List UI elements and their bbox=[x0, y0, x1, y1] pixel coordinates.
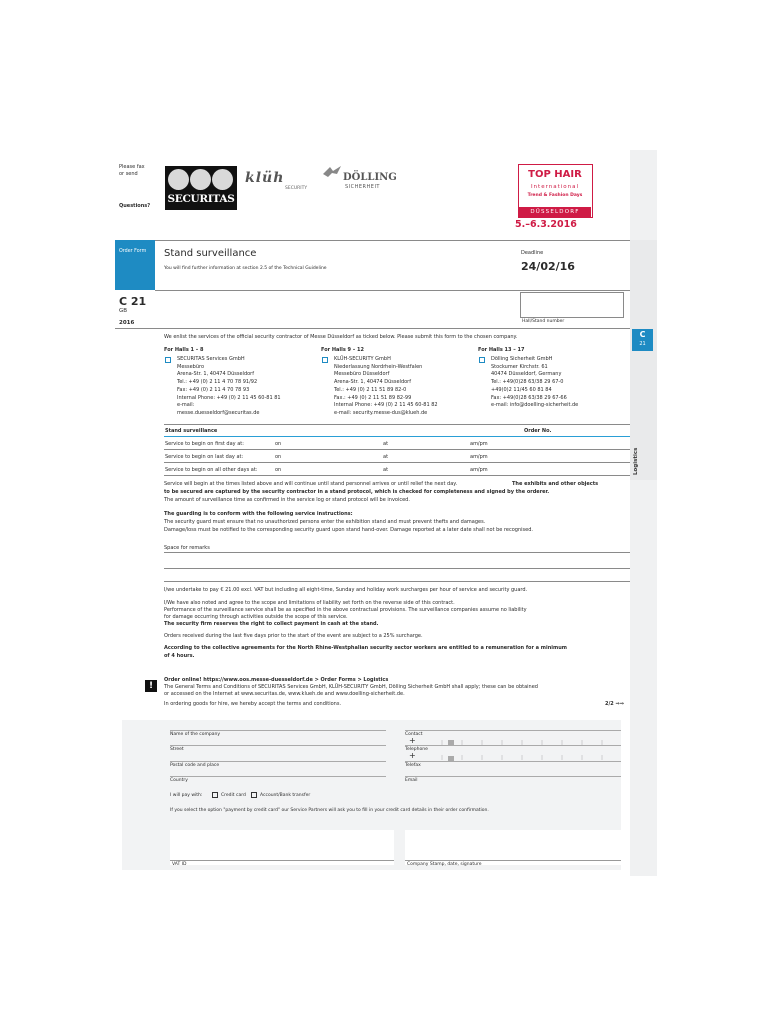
row-2-at: at bbox=[383, 454, 389, 460]
p2-text-b: Damage/loss must be notified to the corresponding security guard upon stand hand-over. Damage reported at a later date shall not be recognised. bbox=[164, 527, 533, 533]
alert-icon: ! bbox=[145, 680, 157, 692]
country-label: Country bbox=[170, 778, 188, 783]
p1-text-a: Service will begin at the times listed above and will continue until stand personnel arrives or until relief the next day. bbox=[164, 481, 458, 487]
telefax-plus-icon: + bbox=[409, 751, 416, 760]
contact-section bbox=[122, 720, 621, 870]
terms-text-b: or accessed on the Internet at www.securitas.de, www.klueh.de and www.doelling-sicherheit.de. bbox=[164, 691, 405, 697]
p4-text-d: The security firm reserves the right to collect payment in cash at the stand. bbox=[164, 621, 379, 627]
securitas-logo bbox=[165, 166, 237, 210]
contractor-3-line: +49(0)2 11/45 60 81 84 bbox=[491, 386, 552, 393]
securitas-logo-text: SECURITAS bbox=[167, 193, 235, 205]
doelling-logo: DÖLLING bbox=[343, 172, 397, 183]
contractor-1-line: Internal Phone: +49 (0) 2 11 45 60-81 81 bbox=[177, 394, 281, 401]
contractor-1-line: Fax: +49 (0) 2 11 4 70 78 93 bbox=[177, 386, 250, 393]
telefax-label: Telefax bbox=[405, 763, 421, 768]
row-1-ampm: am/pm bbox=[470, 441, 488, 447]
year-rule bbox=[115, 328, 630, 329]
p4-text-c: for damage occurring through activities outside the scope of this service. bbox=[164, 614, 348, 620]
phone-digit-grid bbox=[432, 738, 622, 762]
title-rule bbox=[155, 290, 630, 291]
form-code: C 21 bbox=[119, 295, 147, 308]
p4-text-a: I/We have also noted and agree to the scope and limitations of liability set forth on the reverse side of this contract. bbox=[164, 600, 455, 606]
row-3-at: at bbox=[383, 467, 389, 473]
table-header-left: Stand surveillance bbox=[165, 428, 218, 434]
row-3-rule bbox=[164, 475, 630, 476]
contractor-1-halls: For Halls 1 – 8 bbox=[164, 347, 204, 353]
contractor-2-line: Internal Phone: +49 (0) 2 11 45 60-81 82 bbox=[334, 402, 438, 409]
form-year: 2016 bbox=[119, 320, 135, 326]
remarks-label: Space for remarks bbox=[164, 545, 210, 551]
contractor-1-line: Messebüro bbox=[177, 363, 205, 370]
tophair-logo bbox=[518, 164, 593, 218]
contractor-3-halls: For Halls 13 – 17 bbox=[478, 347, 525, 353]
contractor-2-checkbox[interactable] bbox=[322, 357, 328, 363]
country-field[interactable] bbox=[170, 776, 386, 777]
table-header-rule bbox=[164, 436, 630, 437]
doelling-eagle-icon bbox=[321, 164, 343, 180]
telephone-label: Telephone bbox=[405, 747, 428, 752]
side-code-number: 21 bbox=[639, 341, 646, 347]
page-number: 2/2 ⇒⇒ bbox=[605, 701, 624, 707]
deadline-value: 24/02/16 bbox=[521, 260, 575, 273]
tophair-international: International bbox=[530, 184, 580, 190]
contractor-1-line: Arena-Str. 1, 40474 Düsseldorf bbox=[177, 371, 254, 378]
row-2-label: Service to begin on last day at: bbox=[165, 454, 244, 460]
remarks-line-1[interactable] bbox=[164, 552, 630, 553]
side-rail bbox=[630, 150, 657, 876]
contractor-3-line: Stockumer Kirchstr. 61 bbox=[491, 363, 548, 370]
hall-stand-input[interactable] bbox=[520, 292, 624, 318]
row-2-ampm: am/pm bbox=[470, 454, 488, 460]
online-order-text[interactable]: Order online! https://www.oos.messe-duesseldorf.de > Order Forms > Logistics bbox=[164, 677, 389, 683]
side-tab-logistics: Logistics bbox=[633, 447, 639, 475]
contractor-1-line: Tel.: +49 (0) 2 11 4 70 78 91/92 bbox=[177, 379, 258, 386]
contractor-3-line: Fax: +49(0)28 63/38 29 67-66 bbox=[491, 394, 567, 401]
row-2-rule bbox=[164, 462, 630, 463]
p3-text: I/we undertake to pay € 21.00 excl. VAT but including all eight-time, Sunday and holiday work surcharges per hour of service and security guard. bbox=[164, 587, 528, 593]
postal-label: Postal code and place bbox=[170, 763, 220, 768]
telephone-plus-icon: + bbox=[409, 736, 416, 745]
company-field[interactable] bbox=[170, 730, 386, 731]
doelling-logo-sub: SICHERHEIT bbox=[345, 184, 380, 190]
terms-text-a: The General Terms and Conditions of SECURITAS Services GmbH, KLÜH-SECURITY GmbH, Dölling Sicherheit GmbH shall apply; these can be obtained bbox=[164, 684, 538, 690]
tophair-city: DÜSSELDORF bbox=[519, 207, 591, 217]
please-fax-text: Please fax bbox=[119, 164, 145, 170]
header-rule bbox=[155, 240, 630, 241]
contractor-2-line: KLÜH-SECURITY GmbH bbox=[334, 356, 391, 362]
account-checkbox[interactable] bbox=[251, 792, 257, 798]
p4-text-b: Performance of the surveillance service shall be as specified in the above contractual provisions. The surveillance companies assume no liability bbox=[164, 607, 527, 613]
email-field[interactable] bbox=[405, 776, 621, 777]
contractor-1-address bbox=[177, 356, 281, 418]
p1-text-b: The exhibits and other objects bbox=[512, 481, 599, 487]
credit-card-checkbox[interactable] bbox=[212, 792, 218, 798]
hall-stand-label: Hall/Stand number bbox=[522, 319, 565, 324]
company-label: Name of the company bbox=[170, 732, 221, 737]
row-1-at: at bbox=[383, 441, 389, 447]
contractor-3-checkbox[interactable] bbox=[479, 357, 485, 363]
p2-text-a: The security guard must ensure that no unauthorized persons enter the exhibition stand and must prevent thefts and damages. bbox=[164, 519, 486, 525]
row-3-label: Service to begin on all other days at: bbox=[165, 467, 258, 473]
or-send-text: or send bbox=[119, 171, 138, 177]
row-3-on: on bbox=[275, 467, 282, 473]
p1-text-d: The amount of surveillance time as confirmed in the service log or stand protocol will be invoiced. bbox=[164, 497, 410, 503]
tophair-trend: Trend & Fashion Days bbox=[527, 193, 583, 198]
row-1-rule bbox=[164, 449, 630, 450]
order-form-tab bbox=[115, 240, 155, 290]
contractor-3-line: Tel.: +49(0)28 63/38 29 67-0 bbox=[491, 379, 564, 386]
klueh-logo-sub: SECURITY bbox=[285, 186, 308, 191]
contractor-2-line: Arena-Str. 1, 40474 Düsseldorf bbox=[334, 379, 411, 386]
remarks-line-2[interactable] bbox=[164, 568, 630, 569]
contractor-2-line: e-mail: security.messe-dus@klueh.de bbox=[334, 409, 428, 416]
row-2-on: on bbox=[275, 454, 282, 460]
contractor-2-address bbox=[334, 356, 438, 418]
terms-text-c: In ordering goods for hire, we hereby accept the terms and conditions. bbox=[164, 701, 342, 707]
table-header-right: Order No. bbox=[524, 428, 552, 434]
order-form-label: Order Form bbox=[119, 249, 147, 254]
klueh-logo: klüh bbox=[245, 170, 285, 186]
postal-field[interactable] bbox=[170, 761, 386, 762]
form-lang: GB bbox=[119, 308, 128, 314]
contractor-2-halls: For Halls 9 – 12 bbox=[321, 347, 364, 353]
contractor-2-line: Fax.: +49 (0) 2 11 51 89 82-99 bbox=[334, 394, 412, 401]
questions-label: Questions? bbox=[119, 203, 151, 209]
credit-card-label: Credit card bbox=[221, 793, 246, 798]
account-label: Account/Bank transfer bbox=[260, 793, 311, 798]
order-form-page bbox=[115, 150, 630, 876]
contractor-2-line: Niederlassung Nordrhein-Westfalen bbox=[334, 363, 423, 370]
p6-text-a: According to the collective agreements for the North Rhine-Westphalian security sector workers are entitled to a remuneration for a minimum bbox=[164, 645, 567, 651]
p5-text: Orders received during the last five days prior to the start of the event are subject to a 25% surcharge. bbox=[164, 633, 423, 639]
contractor-3-address bbox=[491, 356, 578, 410]
event-dates: 5.–6.3.2016 bbox=[515, 219, 577, 230]
deadline-label: Deadline bbox=[521, 250, 544, 256]
contractor-2-line: Tel.: +49 (0) 2 11 51 89 82-0 bbox=[334, 386, 407, 393]
contractor-3-line: e-mail: info@doelling-sicherheit.de bbox=[491, 402, 579, 409]
stamp-label: Company Stamp, date, signature bbox=[407, 862, 482, 867]
email-label: Email bbox=[405, 778, 418, 783]
row-1-on: on bbox=[275, 441, 282, 447]
intro-text: We enlist the services of the official security contractor of Messe Düsseldorf as ticked below. Please submit this form to the chosen company. bbox=[164, 334, 518, 340]
contact-field[interactable] bbox=[405, 730, 621, 731]
contractor-1-line: SECURITAS Services GmbH bbox=[177, 356, 245, 362]
side-code-letter: C bbox=[639, 330, 646, 339]
contractor-1-line: e-mail: bbox=[177, 402, 195, 409]
contractor-1-line: messe.duesseldorf@securitas.de bbox=[177, 409, 260, 416]
remarks-line-3[interactable] bbox=[164, 581, 630, 582]
form-subtitle: You will find further information at section 2.5 of the Technical Guideline bbox=[164, 266, 327, 271]
row-3-ampm: am/pm bbox=[470, 467, 488, 473]
securitas-dot-2 bbox=[190, 169, 211, 190]
vat-label: VAT ID bbox=[172, 862, 187, 867]
contractor-3-line: 40474 Düsseldorf, Germany bbox=[491, 371, 562, 378]
form-title: Stand surveillance bbox=[164, 248, 257, 259]
table-top-rule bbox=[164, 424, 630, 425]
p2-title: The guarding is to conform with the following service instructions: bbox=[164, 511, 353, 517]
securitas-dot-3 bbox=[212, 169, 233, 190]
row-1-label: Service to begin on first day at: bbox=[165, 441, 244, 447]
securitas-dot-1 bbox=[168, 169, 189, 190]
contractor-2-line: Messebüro Düsseldorf bbox=[334, 371, 390, 378]
contractor-1-checkbox[interactable] bbox=[165, 357, 171, 363]
contact-label: Contact bbox=[405, 732, 423, 737]
side-tab-code bbox=[632, 329, 653, 351]
contractor-3-line: Dölling Sicherheit GmbH bbox=[491, 356, 553, 362]
p6-text-b: of 4 hours. bbox=[164, 653, 195, 659]
street-field[interactable] bbox=[170, 745, 386, 746]
p1-text-c: to be secured are captured by the security contractor in a stand protocol, which is checked for completeness and signed by the orderer. bbox=[164, 489, 550, 495]
stamp-field[interactable] bbox=[405, 860, 621, 861]
pay-with-label: I will pay with: bbox=[170, 793, 203, 798]
street-label: Street bbox=[170, 747, 184, 752]
side-rail-tab bbox=[630, 240, 657, 480]
credit-card-note: If you select the option "payment by credit card" our Service Partners will ask you to fill in your credit card details in their order confirmation. bbox=[170, 808, 489, 813]
tophair-title: TOP HAIR bbox=[528, 169, 582, 180]
vat-field[interactable] bbox=[170, 860, 394, 861]
